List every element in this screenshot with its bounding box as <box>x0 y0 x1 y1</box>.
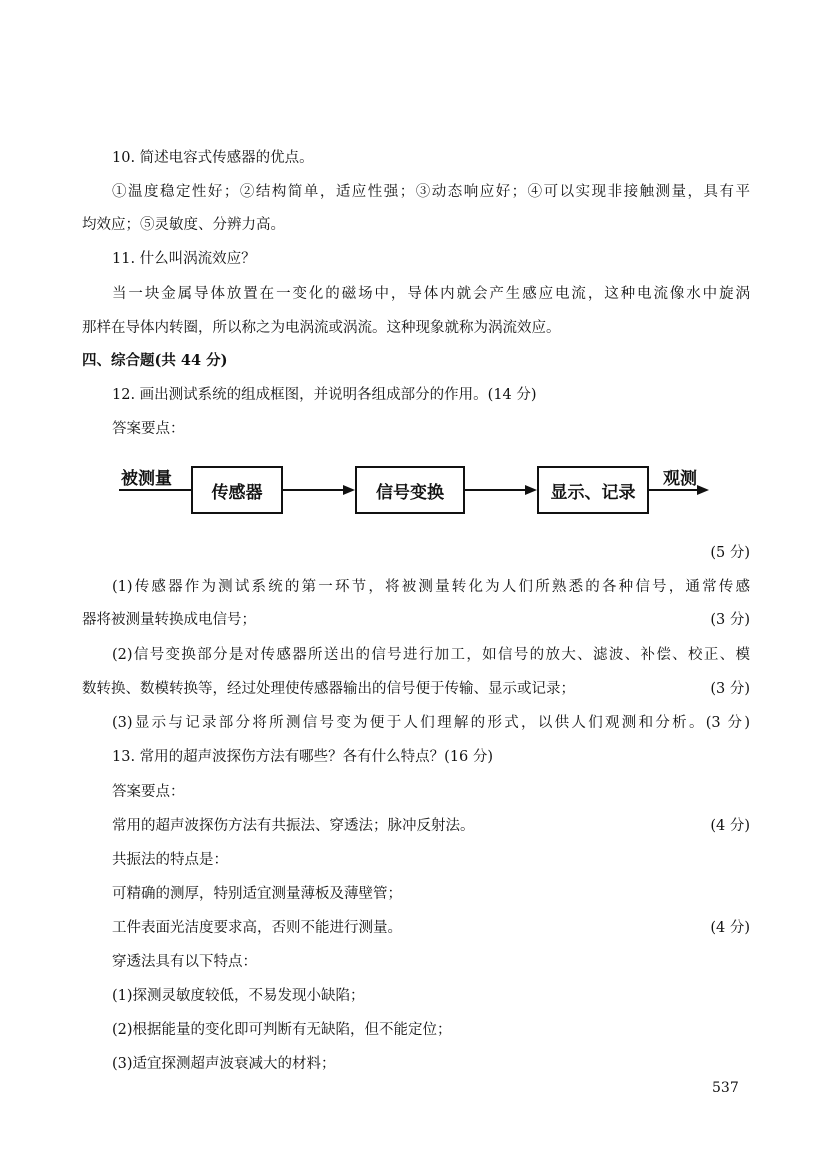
answer-13-1-text: 常用的超声波探伤方法有共振法、穿透法；脉冲反射法。 <box>112 818 475 834</box>
section-4-heading: 四、综合题(共 44 分) <box>82 352 228 369</box>
answer-key-label-12: 答案要点： <box>112 421 185 437</box>
arrow-1 <box>343 485 355 495</box>
answer-10-line-1: ①温度稳定性好；②结构简单，适应性强；③动态响应好；④可以实现非接触测量，具有平 <box>112 184 750 200</box>
answer-12-1-line-2 <box>82 610 750 630</box>
display-record-box: 显示、记录 <box>537 466 649 514</box>
question-11: 11. 什么叫涡流效应？ <box>112 251 256 267</box>
output-line <box>649 489 697 491</box>
connector-1 <box>283 489 343 491</box>
answer-11-line-2: 那样在导体内转圈，所以称之为电涡流或涡流。这种现象就称为涡流效应。 <box>82 320 561 336</box>
answer-13-line-6: (1)探测灵敏度较低，不易发现小缺陷； <box>112 988 365 1004</box>
arrow-2 <box>525 485 537 495</box>
answer-12-1-line-1: (1)传感器作为测试系统的第一环节，将被测量转化为人们所熟悉的各种信号，通常传感 <box>112 579 750 595</box>
signal-conversion-box: 信号变换 <box>355 466 465 514</box>
answer-13-4-text: 工件表面光洁度要求高，否则不能进行测量。 <box>112 920 402 936</box>
score-5: (5 分) <box>710 545 750 561</box>
question-10: 10. 简述电容式传感器的优点。 <box>112 150 314 166</box>
answer-13-line-4 <box>112 918 750 938</box>
score-12-2: (3 分) <box>710 681 750 697</box>
answer-12-3: (3)显示与记录部分将所测信号变为便于人们理解的形式，以供人们观测和分析。(3 分) <box>112 715 750 731</box>
sensor-box: 传感器 <box>191 466 283 514</box>
arrow-3 <box>697 485 709 495</box>
answer-12-2-line-2 <box>82 679 750 699</box>
answer-11-line-1: 当一块金属导体放置在一变化的磁场中，导体内就会产生感应电流，这种电流像水中旋涡 <box>112 286 750 302</box>
input-label: 被测量 <box>121 469 172 489</box>
answer-13-line-7: (2)根据能量的变化即可判断有无缺陷，但不能定位； <box>112 1022 452 1038</box>
input-line <box>119 489 191 491</box>
connector-2 <box>465 489 525 491</box>
score-13-1: (4 分) <box>710 818 750 834</box>
answer-13-line-8: (3)适宜探测超声波衰减大的材料； <box>112 1056 336 1072</box>
score-12-1: (3 分) <box>710 612 750 628</box>
measurement-system-block-diagram <box>115 458 715 523</box>
answer-12-2-text: 数转换、数模转换等，经过处理使传感器输出的信号便于传输、显示或记录； <box>82 681 575 697</box>
page-number: 537 <box>712 1080 739 1096</box>
answer-13-line-5: 穿透法具有以下特点： <box>112 954 257 970</box>
question-12: 12. 画出测试系统的组成框图，并说明各组成部分的作用。(14 分) <box>112 387 537 403</box>
answer-13-line-1 <box>112 816 750 836</box>
answer-12-1-text: 器将被测量转换成电信号； <box>82 612 256 628</box>
output-label: 观测 <box>663 469 697 489</box>
answer-13-line-2: 共振法的特点是： <box>112 852 228 868</box>
answer-13-line-3: 可精确的测厚，特别适宜测量薄板及薄壁管； <box>112 886 402 902</box>
score-13-4: (4 分) <box>710 920 750 936</box>
answer-12-2-line-1: (2)信号变换部分是对传感器所送出的信号进行加工，如信号的放大、滤波、补偿、校正、模 <box>112 647 750 663</box>
answer-10-line-2: 均效应；⑤灵敏度、分辨力高。 <box>82 217 285 233</box>
question-13: 13. 常用的超声波探伤方法有哪些？各有什么特点？(16 分) <box>112 749 494 765</box>
answer-key-label-13: 答案要点： <box>112 784 185 800</box>
